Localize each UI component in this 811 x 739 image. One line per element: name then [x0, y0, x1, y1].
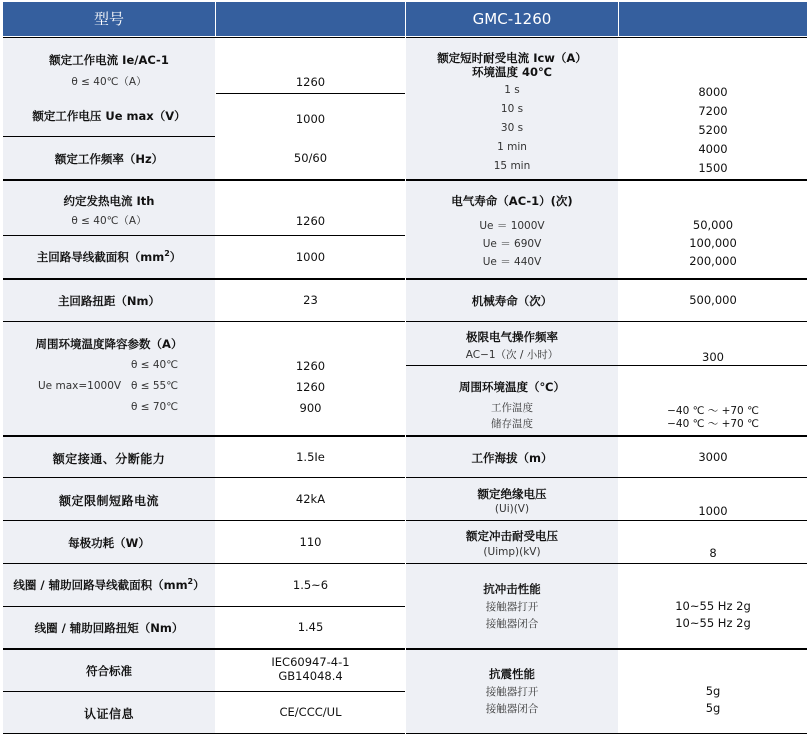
- ambient-temp-cond-work: 工作温度: [491, 402, 533, 414]
- row-divider: [3, 648, 405, 650]
- header-model-value-cell: [406, 2, 618, 36]
- row-divider: [406, 563, 807, 564]
- insulation-cond: (Ui)(V): [494, 503, 530, 515]
- op-frequency-cond: AC−1（次 / 小时）: [465, 349, 559, 361]
- op-frequency-label: 极限电气操作频率: [466, 330, 558, 344]
- shock-label: 抗冲击性能: [483, 582, 541, 596]
- short-time-value-15min: 1500: [698, 161, 728, 175]
- short-time-cond-1min: 1 min: [497, 141, 527, 153]
- coil-section-label-close: ）: [193, 578, 205, 592]
- vibration-cond-open: 接触器打开: [485, 686, 539, 698]
- row-divider: [406, 477, 807, 478]
- row-divider: [216, 93, 405, 94]
- insulation-value: 1000: [698, 504, 728, 518]
- coil-torque-value: 1.45: [297, 620, 324, 634]
- electrical-life-value-1000: 50,000: [692, 218, 734, 232]
- electrical-life-cond-1000: Ue ＝ 1000V: [479, 220, 545, 232]
- short-circuit-label: 额定限制短路电流: [58, 494, 159, 508]
- vibration-value-closed: 5g: [705, 701, 721, 715]
- altitude-value: 3000: [698, 450, 728, 464]
- vibration-label: 抗震性能: [489, 667, 535, 681]
- row-divider: [3, 606, 405, 607]
- impulse-label: 额定冲击耐受电压: [466, 529, 558, 543]
- coil-section-label: [3, 577, 215, 593]
- cross-section-label-close: ）: [169, 250, 182, 264]
- rated-current-value: 1260: [295, 75, 326, 89]
- altitude-label: 工作海拔（m）: [471, 451, 553, 465]
- shock-value-closed: 10~55 Hz 2g: [675, 616, 751, 630]
- row-divider: [406, 520, 807, 521]
- short-circuit-value: 42kA: [295, 492, 326, 506]
- mechanical-life-label: 机械寿命（次）: [471, 294, 553, 308]
- coil-section-value: 1.5~6: [292, 578, 329, 592]
- standards-label: 符合标准: [86, 664, 132, 678]
- short-time-value-1min: 4000: [698, 142, 728, 156]
- short-time-cond-1s: 1 s: [504, 84, 520, 96]
- row-divider: [406, 278, 807, 280]
- header-model-label-cell: [3, 2, 215, 36]
- row-divider: [3, 235, 405, 236]
- impulse-value: 8: [709, 546, 717, 560]
- vibration-value-open: 5g: [705, 684, 721, 698]
- shock-value-open: 10~55 Hz 2g: [675, 599, 751, 613]
- cross-section-value: 1000: [295, 250, 326, 264]
- row-divider: [406, 365, 807, 366]
- short-time-value-1s: 8000: [698, 85, 728, 99]
- short-time-cond-30s: 30 s: [500, 122, 524, 134]
- header-model-label: 型号: [93, 10, 124, 28]
- frequency-value: 50/60: [293, 151, 328, 165]
- certification-value: CE/CCC/UL: [279, 705, 342, 719]
- short-time-label-1: 额定短时耐受电流 Icw（A）: [437, 51, 587, 65]
- derating-prefix: Ue max=1000V: [38, 380, 122, 392]
- header-blank-cell: [216, 2, 405, 36]
- electrical-life-cond-690: Ue ＝ 690V: [482, 238, 542, 250]
- frequency-label: 额定工作频率（Hz）: [54, 152, 164, 166]
- coil-section-label-text: 线圈 / 辅助回路导线截面积（mm: [13, 578, 188, 592]
- shock-cond-open: 接触器打开: [485, 601, 539, 613]
- cross-section-label-sup: 2: [164, 249, 170, 259]
- derating-value-55: 1260: [295, 380, 326, 394]
- row-divider: [3, 691, 405, 692]
- thermal-current-label: 约定发热电流 Ith: [63, 194, 155, 208]
- derating-label: 周围环境温度降容参数（A）: [35, 337, 183, 351]
- electrical-life-value-690: 100,000: [689, 236, 737, 250]
- certification-label: 认证信息: [83, 707, 134, 721]
- row-divider: [3, 179, 405, 181]
- row-divider: [406, 321, 807, 322]
- coil-section-label-sup: 2: [187, 577, 194, 587]
- row-divider: [3, 136, 215, 137]
- vibration-cond-closed: 接触器闭合: [485, 703, 539, 715]
- power-loss-label: 每极功耗（W）: [68, 536, 150, 550]
- making-breaking-label: 额定接通、分断能力: [52, 452, 166, 466]
- row-divider: [3, 520, 405, 521]
- impulse-cond: (Uimp)(kV): [483, 546, 541, 558]
- insulation-label: 额定绝缘电压: [477, 487, 547, 501]
- thermal-current-value: 1260: [295, 214, 326, 228]
- row-divider: [3, 321, 405, 322]
- row-divider: [3, 278, 405, 280]
- derating-value-70: 900: [299, 401, 322, 415]
- header-model-value: GMC-1260: [472, 10, 552, 28]
- derating-cond-55: θ ≤ 55℃: [130, 380, 178, 392]
- torque-value: 23: [303, 293, 318, 307]
- rated-current-cond: θ ≤ 40℃（A）: [71, 76, 147, 88]
- cross-section-label: [3, 249, 215, 265]
- short-time-cond-10s: 10 s: [500, 103, 524, 115]
- ambient-temp-label: 周围环境温度（℃）: [459, 380, 565, 394]
- electrical-life-value-440: 200,000: [689, 254, 737, 268]
- rated-voltage-label: 额定工作电压 Ue max（V）: [32, 109, 186, 123]
- short-time-cond-15min: 15 min: [493, 160, 531, 172]
- ambient-temp-value-store: −40 ℃ ～ +70 ℃: [667, 418, 759, 430]
- row-divider: [406, 37, 807, 38]
- standards-value-2: GB14048.4: [278, 669, 343, 683]
- ambient-temp-cond-store: 储存温度: [491, 418, 533, 430]
- thermal-current-cond: θ ≤ 40℃（A）: [71, 215, 147, 227]
- row-divider: [406, 435, 807, 437]
- short-time-value-10s: 7200: [698, 104, 728, 118]
- row-divider: [3, 37, 405, 38]
- derating-cond-70: θ ≤ 70℃: [130, 401, 178, 413]
- short-time-label-2: 环境温度 40℃: [472, 65, 552, 79]
- electrical-life-label: 电气寿命（AC-1）(次): [451, 194, 573, 208]
- rated-current-label: 额定工作电流 Ie/AC-1: [49, 53, 169, 67]
- derating-cond-40: θ ≤ 40℃: [130, 359, 178, 371]
- mechanical-life-value: 500,000: [689, 293, 737, 307]
- rated-voltage-value: 1000: [295, 112, 326, 126]
- short-time-value-30s: 5200: [698, 123, 728, 137]
- electrical-life-cond-440: Ue ＝ 440V: [482, 256, 542, 268]
- standards-value-1: IEC60947-4-1: [271, 655, 350, 669]
- row-divider: [3, 477, 405, 478]
- coil-torque-label: 线圈 / 辅助回路扭矩（Nm）: [34, 621, 184, 635]
- op-frequency-value: 300: [702, 350, 724, 364]
- power-loss-value: 110: [299, 535, 322, 549]
- row-divider: [406, 733, 807, 734]
- row-divider: [3, 563, 405, 564]
- cross-section-label-text: 主回路导线截面积（mm: [36, 250, 165, 264]
- row-divider: [406, 179, 807, 181]
- torque-label: 主回路扭距（Nm）: [57, 294, 161, 308]
- ambient-temp-value-work: −40 ℃ ～ +70 ℃: [667, 405, 759, 417]
- row-divider: [3, 733, 405, 734]
- row-divider: [3, 435, 405, 437]
- shock-cond-closed: 接触器闭合: [485, 618, 539, 630]
- derating-value-40: 1260: [295, 359, 326, 373]
- header-blank-cell-right: [619, 2, 807, 36]
- row-divider: [406, 648, 807, 650]
- making-breaking-value: 1.5Ie: [296, 450, 325, 464]
